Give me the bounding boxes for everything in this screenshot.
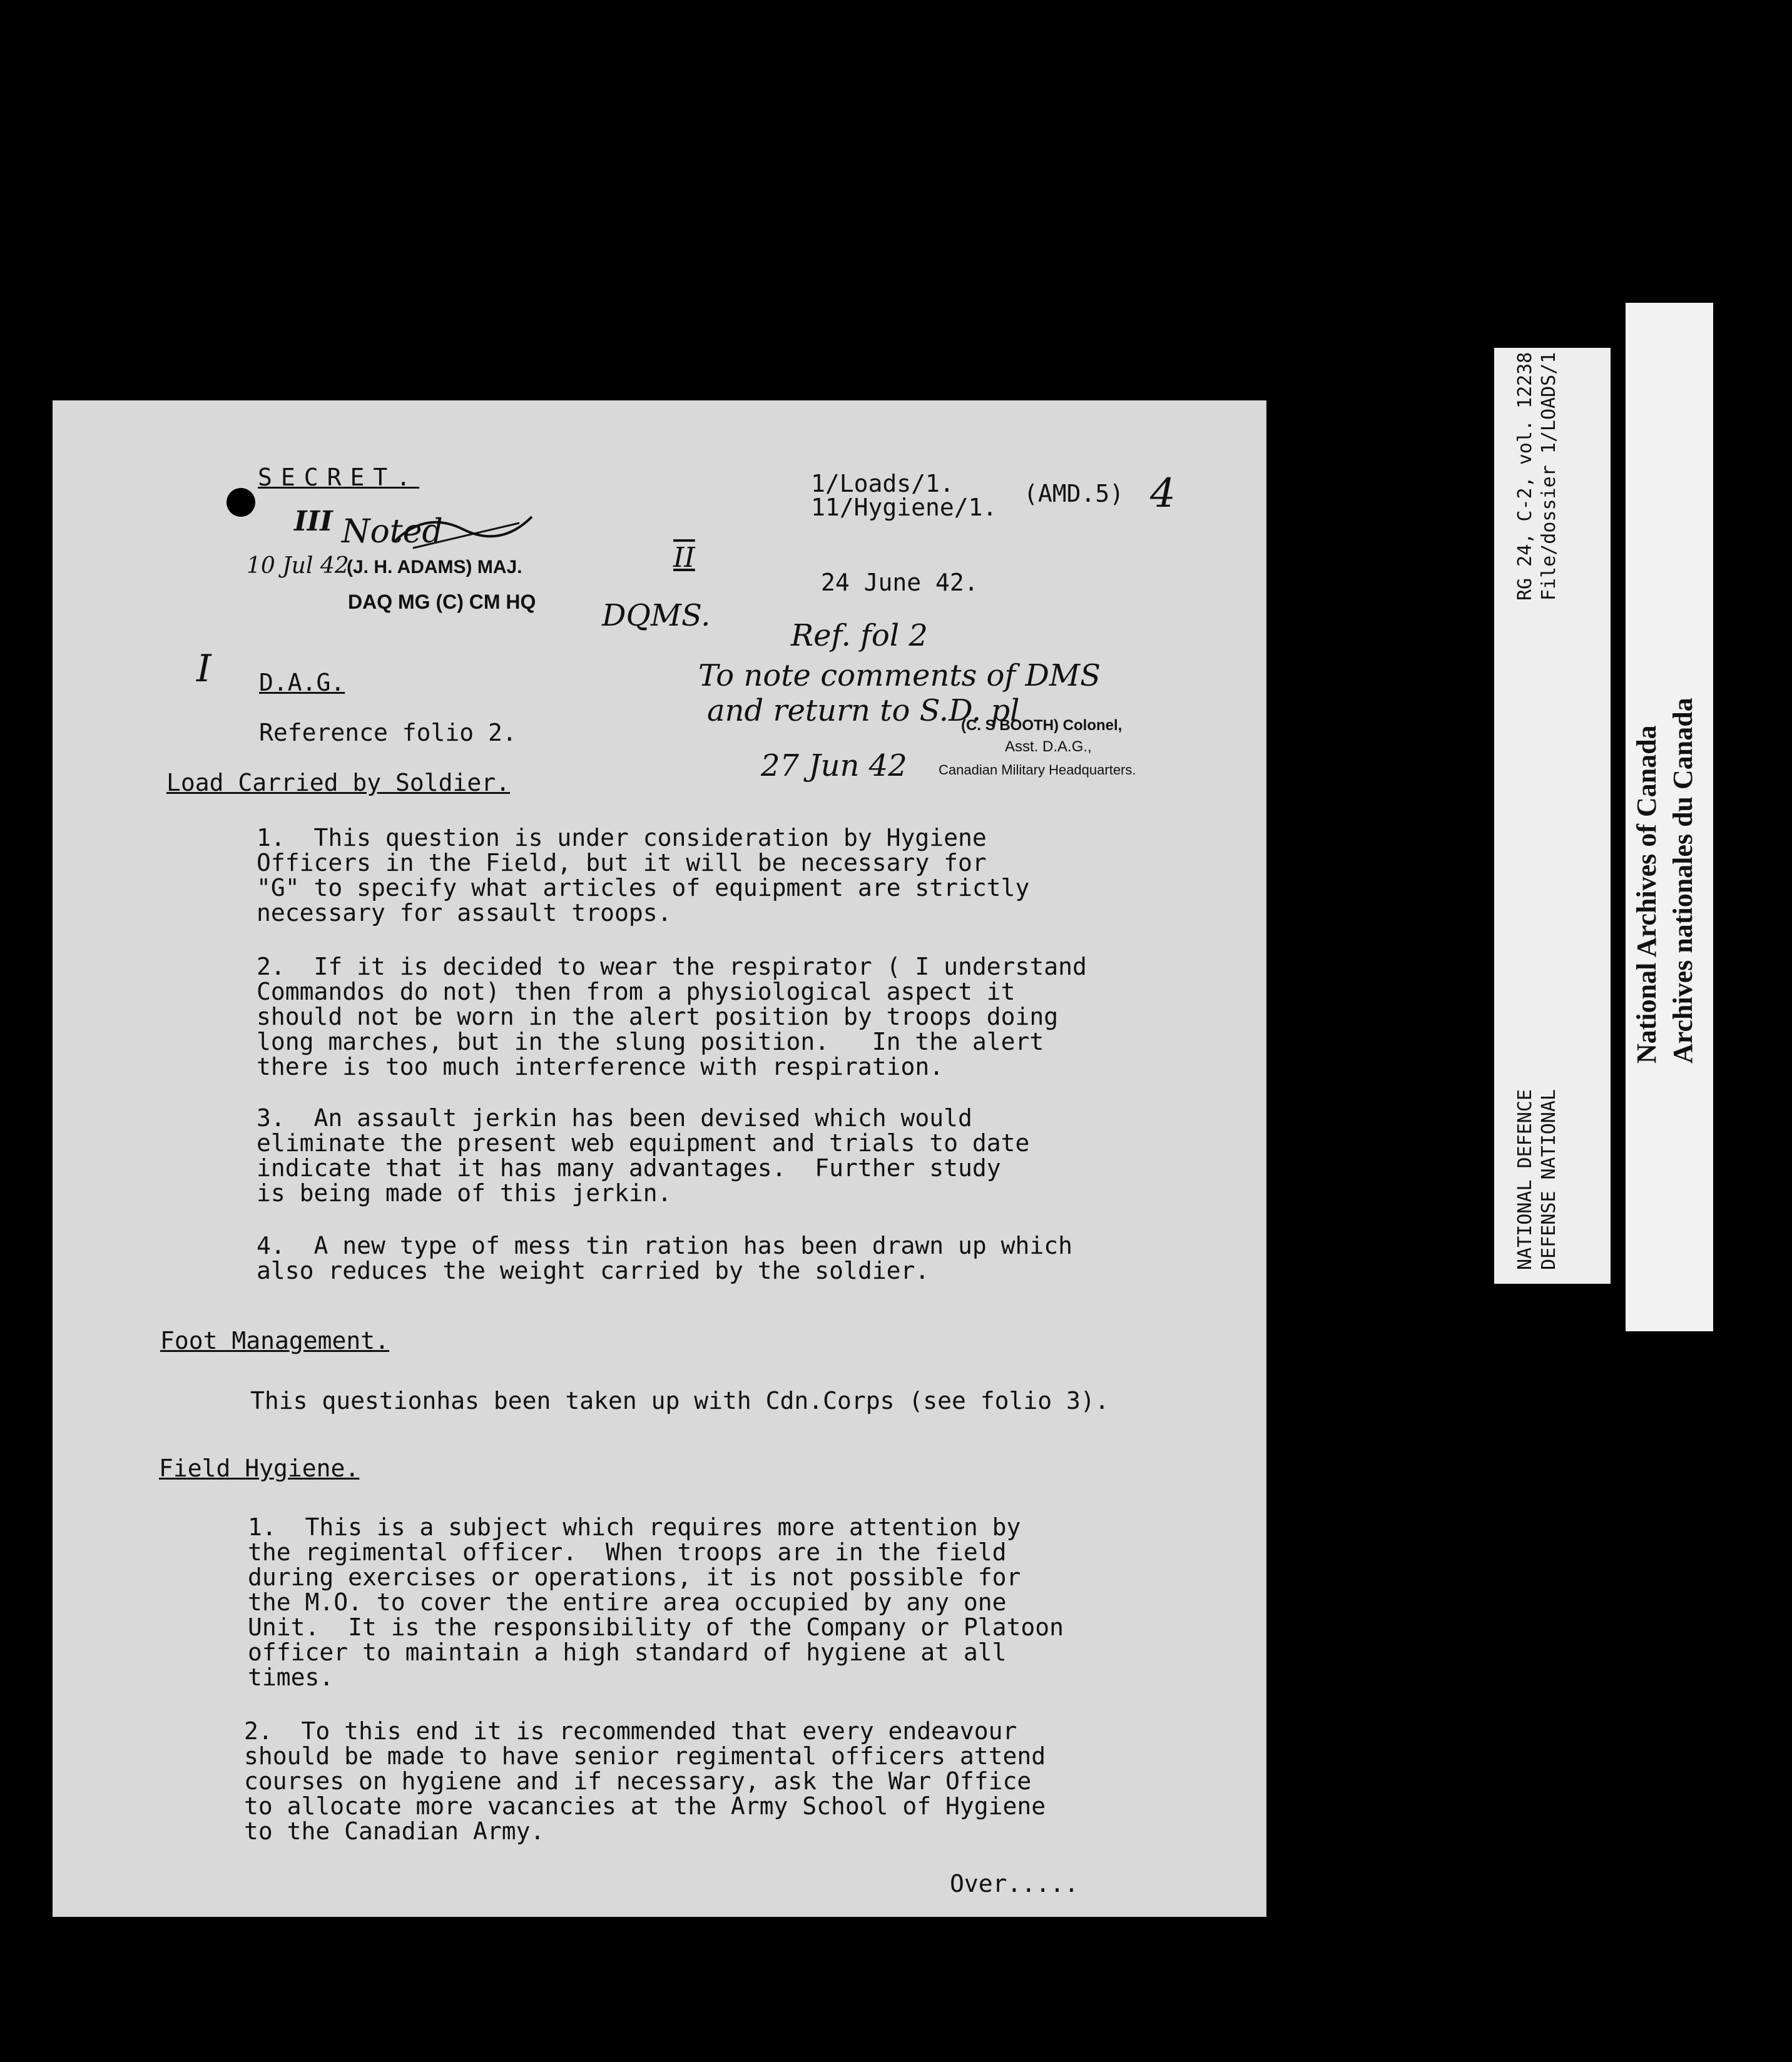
text-line: also reduces the weight carried by the soldier. — [257, 1257, 930, 1284]
text-line: Commandos do not) then from a physiological aspect it — [257, 978, 1016, 1005]
adams-stamp: (J. H. ADAMS) MAJ. — [347, 557, 522, 577]
adams-title: DAQ MG (C) CM HQ — [348, 591, 536, 613]
annotation-roman-3: III — [294, 505, 333, 537]
text-line: 2. To this end it is recommended that every endeavour — [244, 1717, 1017, 1745]
text-line: long marches, but in the slung position. In the alert — [257, 1028, 1044, 1055]
noted-date: 10 Jul 42 — [247, 553, 349, 579]
text-line: courses on hygiene and if necessary, ask the War Office — [244, 1767, 1032, 1795]
annotation-roman-2: II — [673, 542, 695, 574]
text-line: 3. An assault jerkin has been devised which would — [257, 1104, 972, 1132]
section-heading-foot: Foot Management. — [160, 1327, 390, 1354]
text-line: indicate that it has many advantages. Further study — [257, 1154, 1001, 1182]
annotation-note-line-1: To note comments of DMS — [698, 658, 1101, 693]
text-line: times. — [248, 1663, 334, 1691]
booth-stamp: (C. S BOOTH) Colonel, — [961, 717, 1123, 734]
annotation-noted: Noted — [342, 513, 443, 551]
document-date: 24 June 42. — [821, 569, 979, 596]
booth-hq: Canadian Military Headquarters. — [939, 762, 1136, 778]
annotation-ref-fol: Ref. fol 2 — [791, 618, 928, 653]
archive-ref-line-1: RG 24, C-2, vol. 12238 — [1514, 352, 1536, 601]
annotation-note-line-2: and return to S.D. pl — [707, 693, 1020, 728]
section-heading-load: Load Carried by Soldier. — [166, 769, 511, 796]
addressee: D.A.G. — [259, 669, 345, 696]
text-line: officer to maintain a high standard of hygiene at all — [248, 1638, 1007, 1666]
text-line: 2. If it is decided to wear the respirator ( I understand — [257, 953, 1087, 980]
folio-mark: 4 — [1150, 470, 1176, 517]
text-line: the M.O. to cover the entire area occupied by any one — [248, 1588, 1007, 1616]
archive-name-en: National Archives of Canada — [1631, 725, 1662, 1064]
booth-title: Asst. D.A.G., — [1005, 738, 1092, 755]
text-line: to allocate more vacancies at the Army School of Hygiene — [244, 1792, 1046, 1820]
archive-dept-line-2: DEFENSE NATIONAL — [1538, 1089, 1560, 1270]
signature-adams — [388, 504, 538, 554]
text-line: during exercises or operations, it is not possible for — [248, 1563, 1021, 1591]
archive-ref-line-2: File/dossier 1/LOADS/1 — [1538, 352, 1560, 601]
reference-folio: Reference folio 2. — [259, 719, 517, 746]
file-ref-1: 1/Loads/1. — [811, 470, 954, 497]
paragraph-foot-1: This questionhas been taken up with Cdn.Corps (see folio 3). — [250, 1387, 1109, 1414]
amd-number: (AMD.5) — [1024, 480, 1124, 507]
text-line: 4. A new type of mess tin ration has been drawn up which — [257, 1232, 1073, 1259]
archive-dept-line-1: NATIONAL DEFENCE — [1514, 1089, 1536, 1270]
text-line: Officers in the Field, but it will be necessary for — [257, 849, 987, 876]
over-marker: Over..... — [950, 1870, 1079, 1897]
text-line: Unit. It is the responsibility of the Company or Platoon — [248, 1613, 1064, 1641]
text-line: the regimental officer. When troops are in the field — [248, 1538, 1007, 1566]
text-line: is being made of this jerkin. — [257, 1179, 672, 1207]
annotation-roman-1: I — [196, 647, 211, 691]
section-heading-hygiene: Field Hygiene. — [159, 1455, 360, 1482]
text-line: should not be worn in the alert position by troops doing — [257, 1003, 1059, 1030]
file-ref-2: 11/Hygiene/1. — [811, 494, 997, 521]
annotation-dqms: DQMS. — [602, 598, 711, 633]
archive-name-fr: Archives nationales du Canada — [1667, 698, 1698, 1064]
text-line: 1. This is a subject which requires more attention by — [248, 1513, 1021, 1541]
text-line: 1. This question is under consideration by Hygiene — [257, 824, 987, 851]
punch-hole — [227, 488, 255, 517]
text-line: "G" to specify what articles of equipment are strictly — [257, 874, 1030, 901]
text-line: should be made to have senior regimental officers attend — [244, 1742, 1046, 1770]
annotation-note-date: 27 Jun 42 — [761, 748, 907, 783]
text-line: necessary for assault troops. — [257, 899, 672, 927]
text-line: to the Canadian Army. — [244, 1817, 545, 1845]
text-line: there is too much interference with respiration. — [257, 1053, 944, 1080]
classification: SECRET. — [258, 464, 420, 491]
text-line: eliminate the present web equipment and trials to date — [257, 1129, 1030, 1157]
